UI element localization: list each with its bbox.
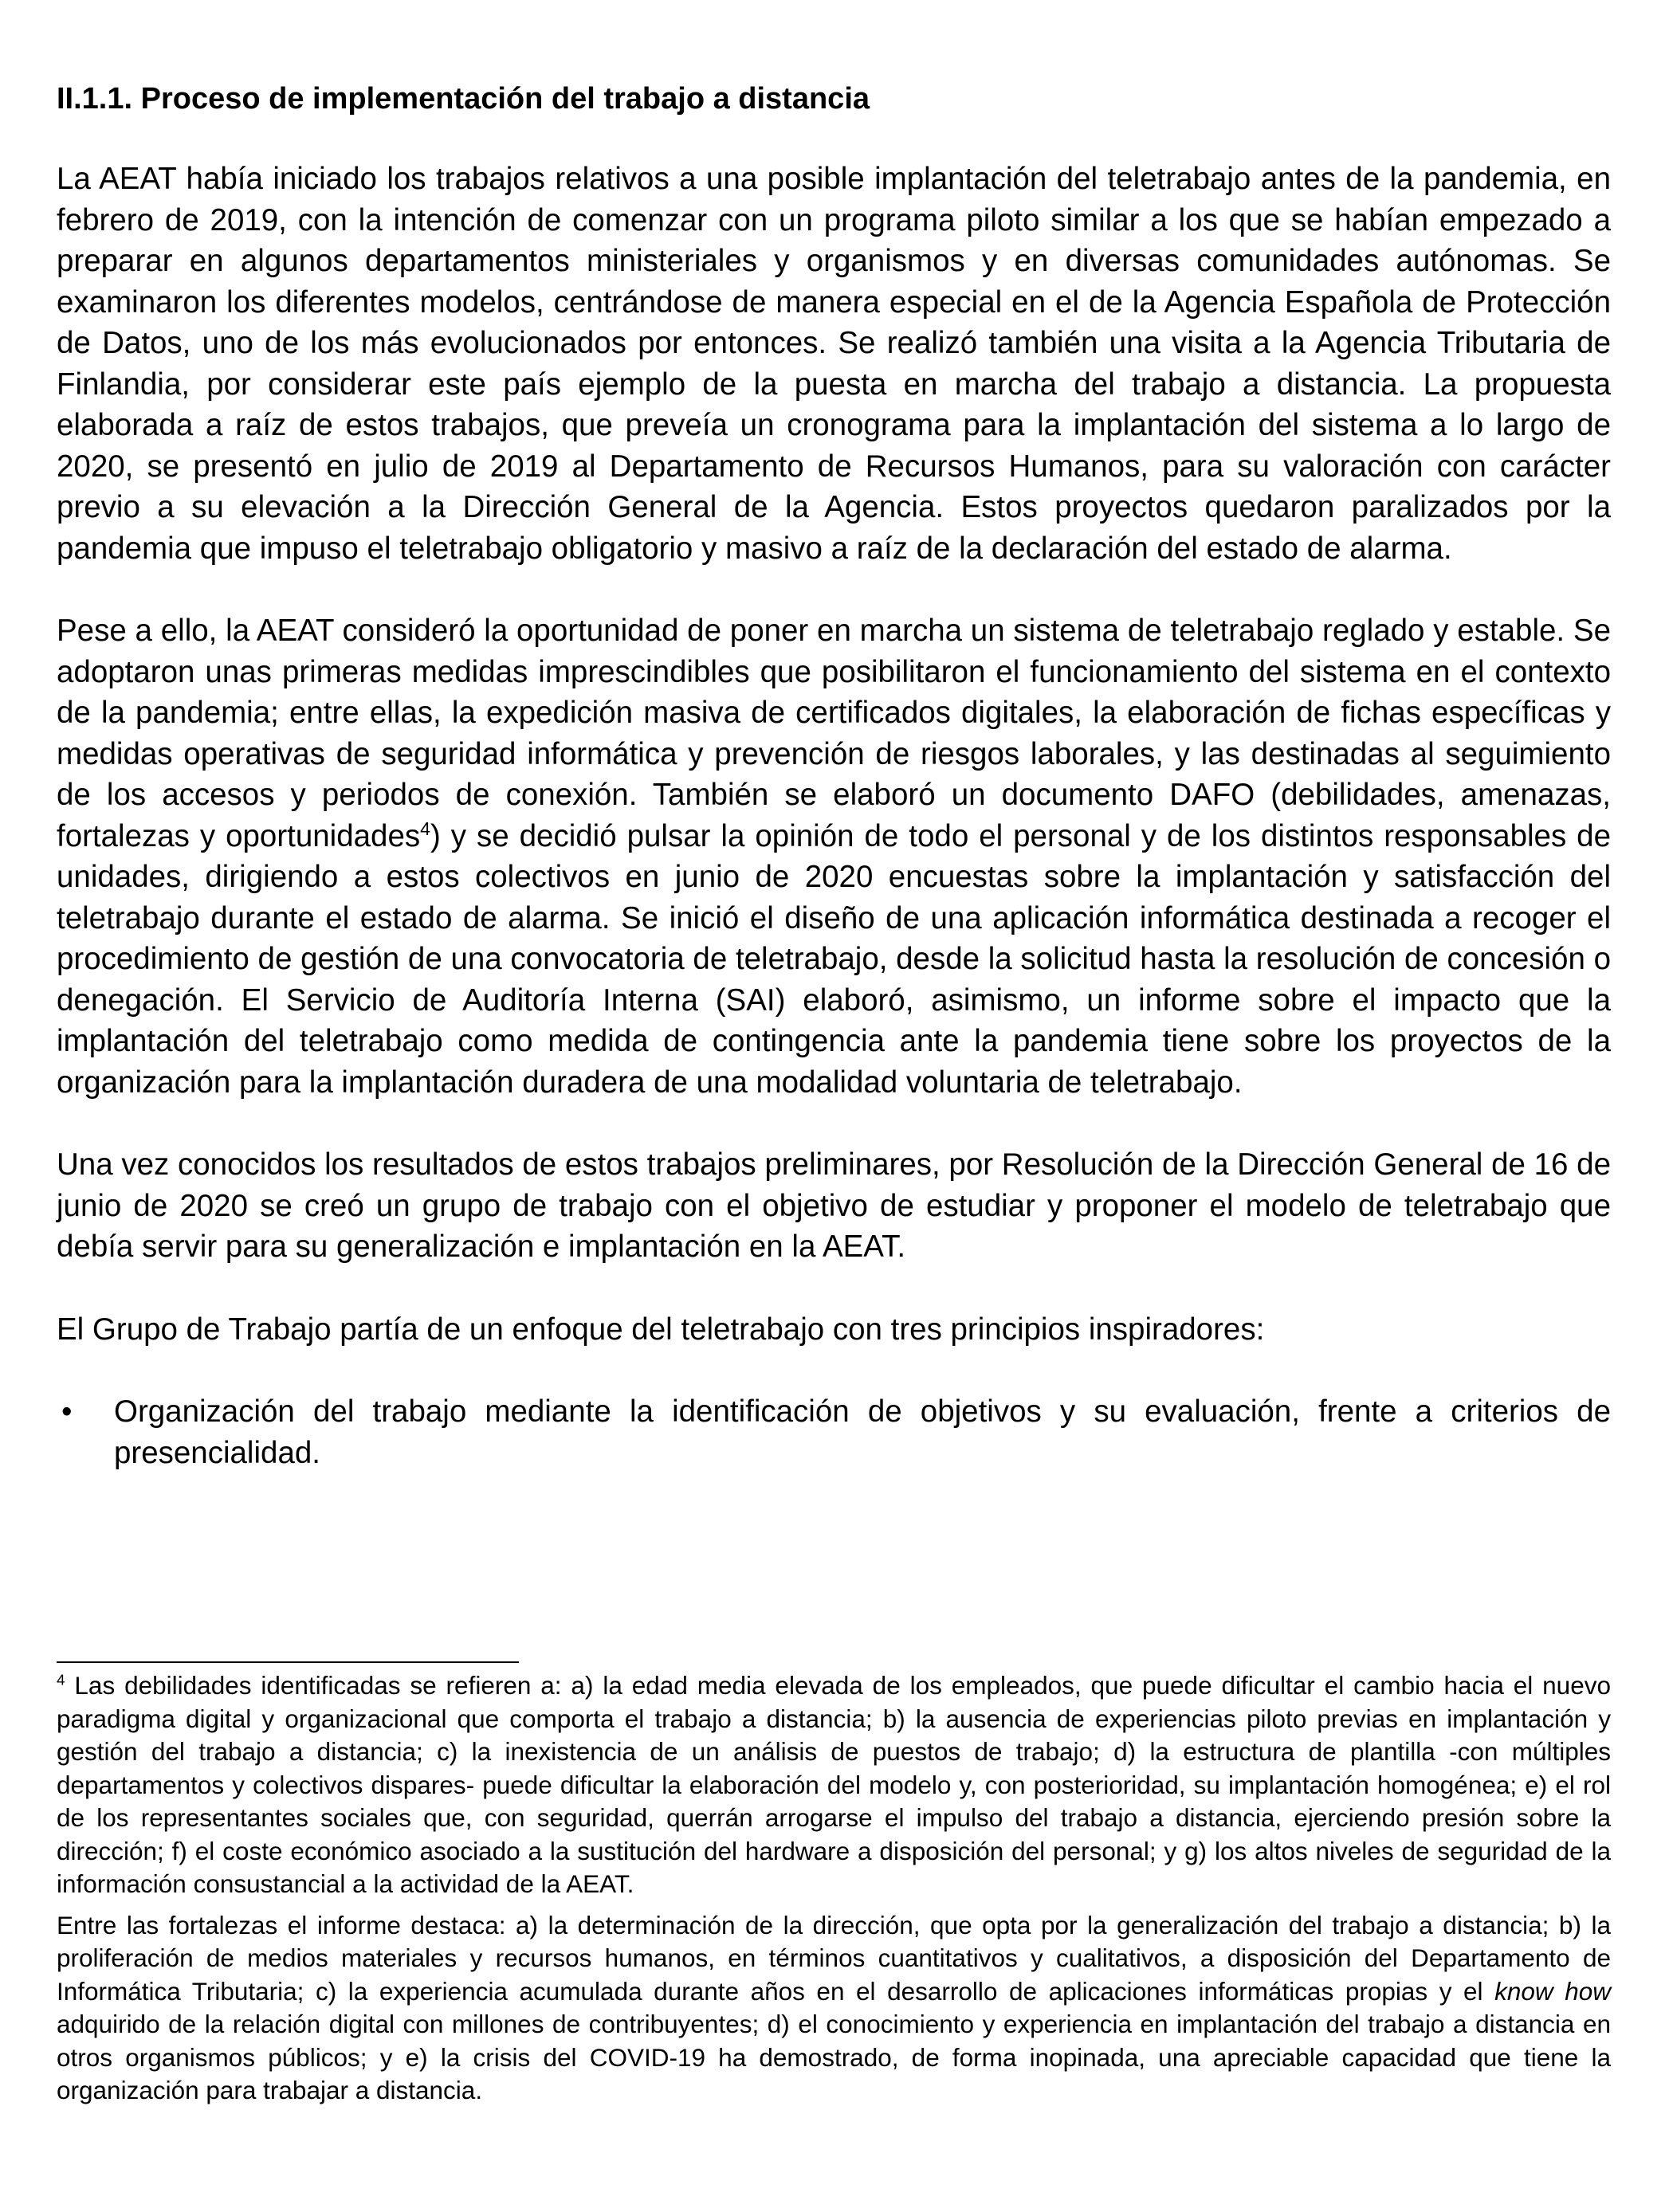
paragraph-4: El Grupo de Trabajo partía de un enfoque del teletrabajo con tres principios inspiradores:: [57, 1312, 1265, 1347]
footnotes-section: [57, 1661, 1611, 2108]
principles-list: [57, 1391, 1611, 1473]
footnote-4-text: Las debilidades identificadas se refieren a: a) la edad media elevada de los empleados, que puede dificultar el cambio hacia el nuevo paradigma digital y organizacional que comporta el trabajo a distancia; b) la ausencia de experiencias piloto previas en implantación y gestión del trabajo a distancia; c) la inexistencia de un análisis de puestos de trabajo; d) la estructura de plantilla -con múltiples departamentos y colectivos dispares- puede dificultar la elaboración del modelo y, con posterioridad, su implantación homogénea; e) el rol de los representantes sociales que, con seguridad, querrán arrogarse el impulso del trabajo a distancia, ejerciendo presión sobre la dirección; f) el coste económico asociado a la sustitución del hardware a disposición del personal; y g) los altos niveles de seguridad de la información consustancial a la actividad de la AEAT.: [57, 1671, 1611, 1898]
list-item-text: Organización del trabajo mediante la identificación de objetivos y su evaluación, frente a criterios de presencialidad.: [114, 1394, 1611, 1470]
footnote-reference-4: 4: [420, 818, 430, 839]
main-content: [57, 78, 1611, 1473]
footnote-4: [57, 1669, 1611, 1901]
paragraph-2: [57, 610, 1611, 1103]
footnote-4b-italic-term: know how: [1494, 1976, 1611, 2006]
paragraph-1: La AEAT había iniciado los trabajos relativos a una posible implantación del teletrabajo antes de la pandemia, en febrero de 2019, con la intención de comenzar con un programa piloto similar a los que se habían empezado a preparar en algunos departamentos ministeriales y organismos y en diversas comunidades autónomas. Se examinaron los diferentes modelos, centrándose de manera especial en el de la Agencia Española de Protección de Datos, uno de los más evolucionados por entonces. Se realizó también una visita a la Agencia Tributaria de Finlandia, por considerar este país ejemplo de la puesta en marcha del trabajo a distancia. La propuesta elaborada a raíz de estos trabajos, que preveía un cronograma para la implantación del sistema a lo largo de 2020, se presentó en julio de 2019 al Departamento de Recursos Humanos, para su valoración con carácter previo a su elevación a la Dirección General de la Agencia. Estos proyectos quedaron paralizados por la pandemia que impuso el teletrabajo obligatorio y masivo a raíz de la declaración del estado de alarma.: [57, 162, 1611, 566]
bullet-icon: •: [61, 1394, 73, 1429]
footnote-number: 4: [57, 1672, 65, 1689]
paragraph-3: Una vez conocidos los resultados de estos trabajos preliminares, por Resolución de la Dirección General de 16 de junio de 2020 se creó un grupo de trabajo con el objetivo de estudiar y proponer el modelo de teletrabajo que debía servir para su generalización e implantación en la AEAT.: [57, 1147, 1611, 1264]
paragraph-2-text-start: Pese a ello, la AEAT consideró la oportunidad de poner en marcha un sistema de teletrabajo reglado y estable. Se adoptaron unas primeras medidas imprescindibles que posibilitaron el funcionamiento del sistema en el contexto de la pandemia; entre ellas, la expedición masiva de certificados digitales, la elaboración de fichas específicas y medidas operativas de seguridad informática y prevención de riesgos laborales, y las destinadas al seguimiento de los accesos y periodos de conexión. También se elaboró un documento DAFO (debilidades, amenazas, fortalezas y oportunidades: [57, 614, 1611, 853]
paragraph-2-text-end: ) y se decidió pulsar la opinión de todo el personal y de los distintos responsables de unidades, dirigiendo a estos colectivos en junio de 2020 encuestas sobre la implantación y satisfacción del teletrabajo durante el estado de alarma. Se inició el diseño de una aplicación informática destinada a recoger el procedimiento de gestión de una convocatoria de teletrabajo, desde la solicitud hasta la resolución de concesión o denegación. El Servicio de Auditoría Interna (SAI) elaboró, asimismo, un informe sobre el impacto que la implantación del teletrabajo como medida de contingencia ante la pandemia tiene sobre los proyectos de la organización para la implantación duradera de una modalidad voluntaria de teletrabajo.: [57, 818, 1611, 1100]
footnote-4b-text-end: adquirido de la relación digital con millones de contribuyentes; d) el conocimiento y experiencia en implantación del trabajo a distancia en otros organismos públicos; y e) la crisis del COVID-19 ha demostrado, de forma inopinada, una apreciable capacidad que tiene la organización para trabajar a distancia.: [57, 2010, 1611, 2104]
footnote-4-continuation: [57, 1909, 1611, 2108]
footnote-separator: [57, 1661, 519, 1663]
footnote-4b-text-start: Entre las fortalezas el informe destaca: a) la determinación de la dirección, que opta por la generalización del trabajo a distancia; b) la proliferación de medios materiales y recursos humanos, en términos cuantitativos y cualitativos, a disposición del Departamento de Informática Tributaria; c) la experiencia acumulada durante años en el desarrollo de aplicaciones informáticas propias y el: [57, 1910, 1611, 2006]
list-item: [57, 1391, 1611, 1473]
section-heading: II.1.1. Proceso de implementación del trabajo a distancia: [57, 82, 870, 116]
